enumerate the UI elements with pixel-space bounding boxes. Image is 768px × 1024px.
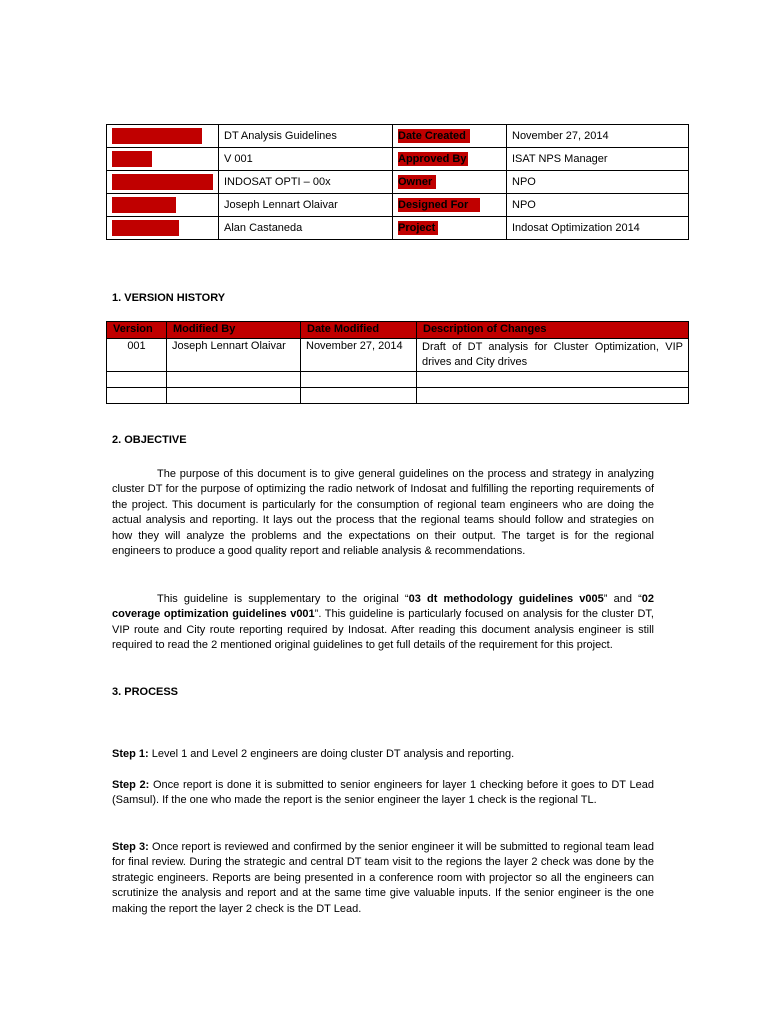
process-heading: 3. PROCESS [112, 686, 179, 698]
info-label: Approved By [398, 153, 467, 165]
reference-document-2: 02 coverage optimization guidelines v001 [112, 593, 655, 621]
table-row [107, 388, 689, 404]
step-label: Step 1: [112, 748, 149, 760]
info-row [107, 148, 689, 171]
column-header-modified-by: Modified By [167, 322, 301, 339]
objective-heading: 2. OBJECTIVE [112, 434, 187, 446]
modified-by-cell: Joseph Lennart Olaivar [167, 339, 301, 372]
redacted-label-cell [107, 217, 219, 240]
info-row [107, 194, 689, 217]
info-value: DT Analysis Guidelines [219, 125, 393, 148]
version-history-heading: 1. VERSION HISTORY [112, 292, 226, 304]
info-value2: ISAT NPS Manager [507, 148, 689, 171]
info-row [107, 217, 689, 240]
version-history-table [106, 321, 689, 404]
redacted-label-cell [107, 171, 219, 194]
date-modified-cell: November 27, 2014 [301, 339, 417, 372]
info-value: Alan Castaneda [219, 217, 393, 240]
info-value: INDOSAT OPTI – 00x [219, 171, 393, 194]
info-label: Date Created [398, 129, 470, 143]
redacted-label-cell [107, 194, 219, 217]
redaction-bar [112, 220, 179, 236]
process-step-3: Step 3: Once report is reviewed and confirmed by the senior engineer it will be submitted to regional team lead for final review. During the strategic and central DT team visit to the regions the layer 2 check was done by the strategic engineers. Reports are being presented in a conference room with projector so all the engineers can scrutinize the analysis and report and at the same time give valuable inputs. If the senior engineer is the one making the report the layer 2 check is the DT Lead. [112, 841, 654, 915]
info-row [107, 125, 689, 148]
info-label: Designed For [398, 198, 480, 212]
info-value2: NPO [507, 171, 689, 194]
process-step-2: Step 2: Once report is done it is submitted to senior engineers for layer 1 checking before it goes to DT Lead (Samsul). If the one who made the report is the senior engineer the layer 1 check is the regional TL. [112, 779, 654, 807]
info-value2: Indosat Optimization 2014 [507, 217, 689, 240]
step-label: Step 3: [112, 841, 149, 853]
info-label-cell [393, 171, 507, 194]
info-value: Joseph Lennart Olaivar [219, 194, 393, 217]
info-label-cell [393, 125, 507, 148]
column-header-date-modified: Date Modified [301, 322, 417, 339]
info-value: V 001 [219, 148, 393, 171]
objective-paragraph-2: This guideline is supplementary to the original “03 dt methodology guidelines v005” and “02 coverage optimization guidelines v001”. This guideline is particularly focused on analysis for the cluster DT, VIP route and City route reporting required by Indosat. After reading this document analysis engineer is still required to read the 2 mentioned original guidelines to get full details of the requirement for this project. [112, 593, 655, 652]
info-value2: NPO [507, 194, 689, 217]
reference-document-1: 03 dt methodology guidelines v005 [408, 593, 604, 605]
info-label-cell [393, 217, 507, 240]
process-step-1: Step 1: Level 1 and Level 2 engineers are doing cluster DT analysis and reporting. [112, 748, 515, 760]
objective-paragraph-1: The purpose of this document is to give general guidelines on the process and strategy in analyzing cluster DT for the purpose of optimizing the radio network of Indosat and fulfilling the reporting requirements of the project. This document is particularly for the consumption of regional team engineers who are doing the actual analysis and reporting. It lays out the process that the regional teams should follow and strategies on how they will analyze the problems and the expectations on their output. The target is for the regional engineers to produce a good quality report and reliable analysis & recommendations. [112, 468, 654, 558]
version-history-header-row [107, 322, 689, 339]
column-header-description: Description of Changes [417, 322, 689, 339]
redaction-bar [112, 197, 176, 213]
info-label: Project [398, 221, 438, 235]
redacted-label-cell [107, 125, 219, 148]
redacted-label-cell [107, 148, 219, 171]
redaction-bar [112, 151, 152, 167]
info-value2: November 27, 2014 [507, 125, 689, 148]
table-row [107, 339, 689, 372]
info-label-cell [393, 194, 507, 217]
info-label: Owner [398, 175, 436, 189]
info-label-cell [393, 148, 507, 171]
redaction-bar [112, 128, 202, 144]
table-row [107, 372, 689, 388]
step-label: Step 2: [112, 779, 150, 791]
version-cell: 001 [107, 339, 167, 372]
description-cell: Draft of DT analysis for Cluster Optimization, VIP drives and City drives [417, 339, 689, 372]
redaction-bar [112, 174, 213, 190]
info-row [107, 171, 689, 194]
document-info-table [106, 124, 689, 240]
column-header-version: Version [107, 322, 167, 339]
